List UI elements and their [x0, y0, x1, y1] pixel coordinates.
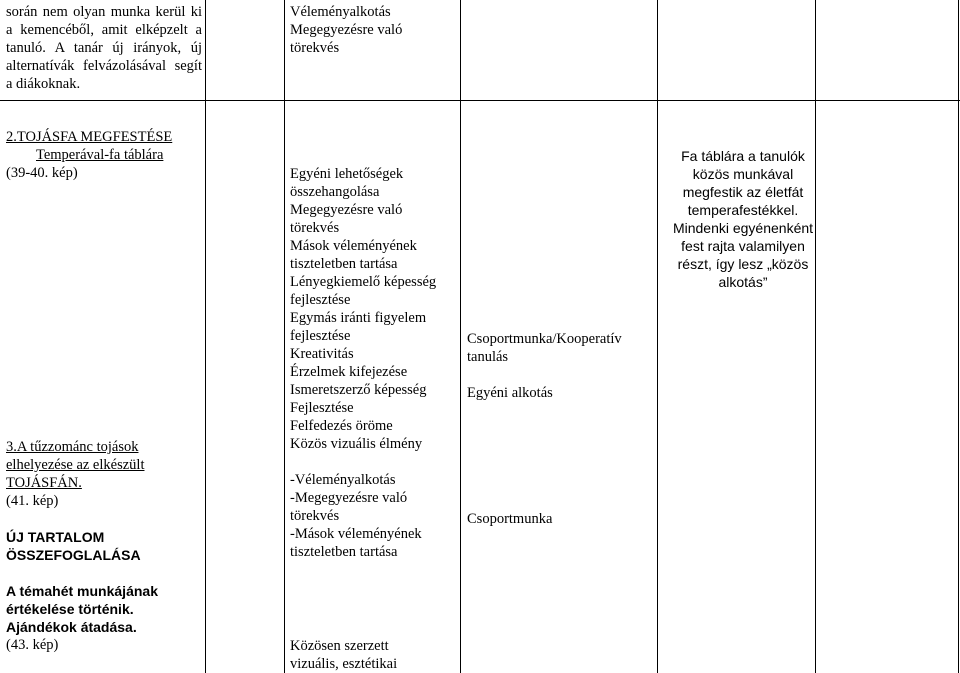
competency-line: Fejlesztése — [290, 400, 354, 416]
description-column: Fa táblára a tanulók közös munkával megfestik az életfát temperafestékkel. Mindenki egyénenként fest rajta valamilyen részt, így lesz „közös alkotás” — [672, 148, 814, 290]
top-row-competencies — [290, 3, 460, 57]
top-competency-line: Véleményalkotás — [290, 4, 391, 20]
competency-line: törekvés — [290, 508, 340, 524]
competency-line: -Megegyezésre való — [290, 490, 408, 506]
column-divider-2 — [284, 0, 285, 673]
evaluation-text: A témahét munkájának — [6, 583, 158, 599]
competency-line: tiszteletben tartása — [290, 544, 398, 560]
competency-line: Érzelmek kifejezése — [290, 364, 408, 380]
competency-line: összehangolása — [290, 184, 380, 200]
competency-line: Kreativitás — [290, 346, 354, 362]
method-line: Csoportmunka — [467, 511, 553, 527]
competency-line: -Véleményalkotás — [290, 472, 396, 488]
evaluation-text: Ajándékok átadása. — [6, 619, 137, 635]
method-line: tanulás — [467, 349, 509, 365]
activity-column — [6, 128, 202, 654]
competency-bottom — [290, 637, 465, 673]
new-content-heading: ÖSSZEFOGLALÁSA — [6, 547, 141, 563]
top-competency-line: Megegyezésre való — [290, 22, 403, 38]
competency-line: Felfedezés öröme — [290, 418, 393, 434]
new-content-heading: ÚJ TARTALOM — [6, 529, 105, 545]
column-divider-5 — [815, 0, 816, 673]
competency-line: Lényegkiemelő képesség — [290, 274, 437, 290]
evaluation-image-ref: (43. kép) — [6, 637, 59, 653]
competency-line: Közösen szerzett — [290, 638, 389, 654]
section-3-image-ref: (41. kép) — [6, 493, 59, 509]
section-3-title: 3.A tűzzománc tojások elhelyezése az elkészült TOJÁSFÁN. — [6, 439, 145, 491]
competency-line: Közös vizuális élmény — [290, 436, 423, 452]
competency-line: Megegyezésre való — [290, 202, 403, 218]
column-divider-1 — [205, 0, 206, 673]
competency-line: Egymás iránti figyelem — [290, 310, 427, 326]
competency-line: Ismeretszerző képesség — [290, 382, 427, 398]
section-2-image-ref: (39-40. kép) — [6, 165, 78, 181]
evaluation-text: értékelése történik. — [6, 601, 134, 617]
method-line: Csoportmunka/Kooperatív — [467, 331, 622, 347]
competency-line: vizuális, esztétikai — [290, 656, 398, 672]
section-2-subtitle: Temperával-fa táblára — [36, 147, 164, 163]
competency-line: Mások véleményének — [290, 238, 417, 254]
column-divider-6 — [958, 0, 959, 673]
competency-line: fejlesztése — [290, 292, 351, 308]
top-row-description: során nem olyan munka kerül ki a kemencéből, amit elképzelt a tanuló. A tanár új irányok, új alternatívák felvázolásával segít a diákoknak. — [6, 4, 202, 92]
top-competency-line: törekvés — [290, 40, 340, 56]
competency-line: fejlesztése — [290, 328, 351, 344]
competency-column — [290, 165, 465, 561]
competency-line: -Mások véleményének — [290, 526, 422, 542]
competency-line: tiszteletben tartása — [290, 256, 398, 272]
competency-line: törekvés — [290, 220, 340, 236]
method-column — [467, 330, 667, 528]
competency-line: Egyéni lehetőségek — [290, 166, 404, 182]
section-2-title: 2.TOJÁSFA MEGFESTÉSE — [6, 129, 173, 145]
method-line: Egyéni alkotás — [467, 385, 553, 401]
